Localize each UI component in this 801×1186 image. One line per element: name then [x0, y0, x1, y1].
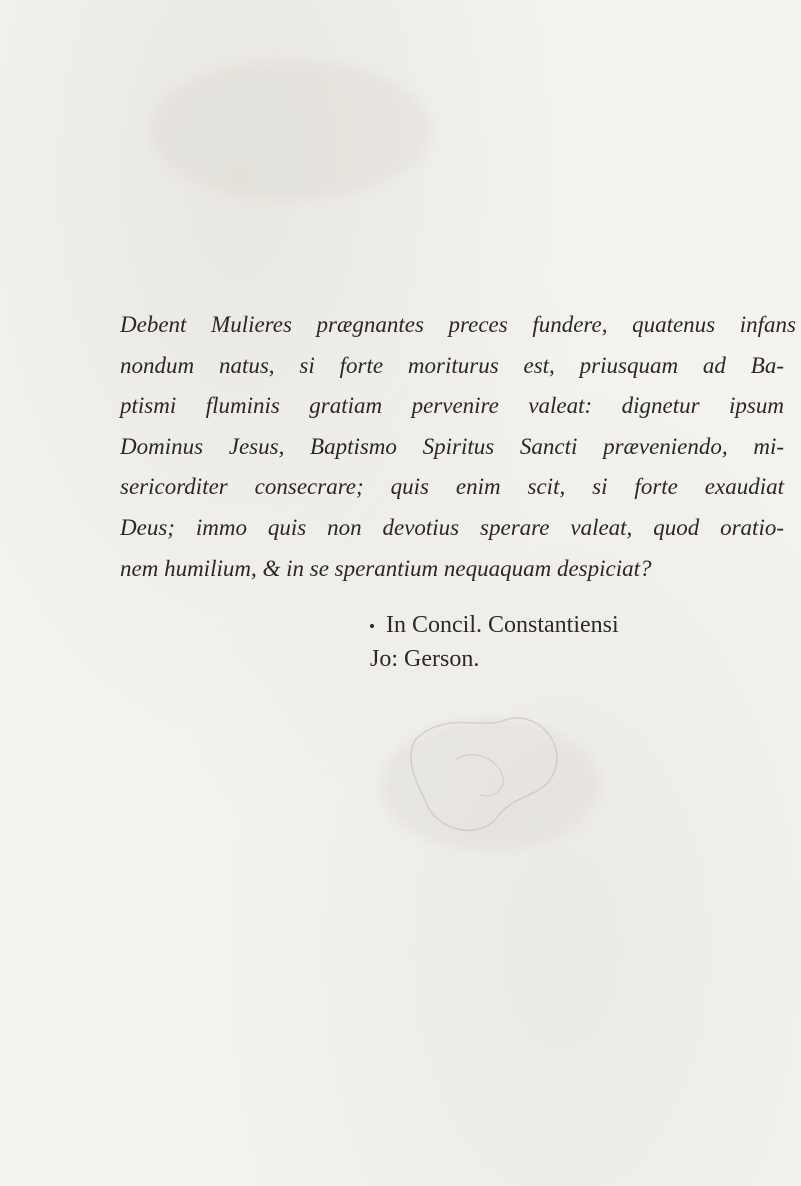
show-through-stain [150, 60, 430, 200]
quote-line: nondum natus, si forte moriturus est, priusquam ad Ba- [120, 352, 784, 378]
quote-line: ptismi fluminis gratiam pervenire valeat: dignetur ipsum [120, 393, 784, 419]
ornament-bleed-through [395, 700, 585, 850]
quote-line: Dominus Jesus, Baptismo Spiritus Sancti præveniendo, mi- [120, 433, 784, 459]
attribution-council-line [370, 608, 619, 642]
attribution-council: In Concil. Constantiensi [386, 612, 619, 638]
latin-quotation [120, 305, 800, 589]
source-attribution [370, 608, 619, 676]
quote-line: Debent Mulieres prægnantes preces fundere, quatenus infans [120, 312, 796, 337]
quote-line: Deus; immo quis non devotius sperare valeat, quod oratio- [120, 514, 784, 540]
attribution-author: Jo: Gerson. [370, 646, 480, 672]
quote-line: sericorditer consecrare; quis enim scit, si forte exaudiat [120, 474, 784, 500]
quote-line: nem humilium, & in se sperantium nequaquam despiciat? [120, 555, 652, 581]
attribution-author-line [370, 642, 619, 676]
bullet-dot-icon [370, 624, 374, 628]
